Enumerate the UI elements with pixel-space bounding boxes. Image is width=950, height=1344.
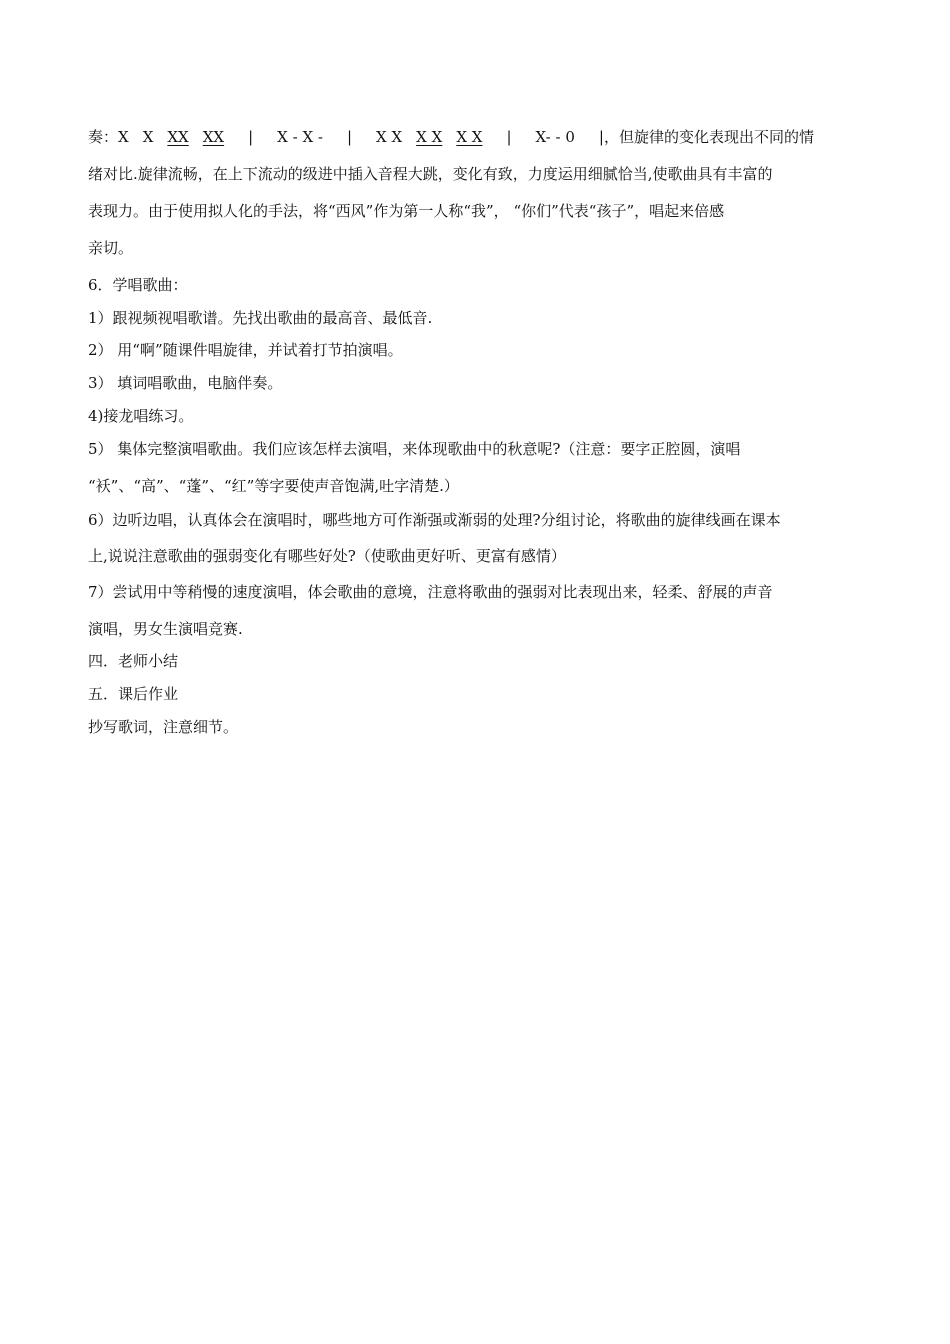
rhythm-note: X X [416,128,443,146]
rhythm-note: X [142,128,154,146]
rhythm-note: XX [167,128,189,146]
list-item: 3） 填词唱歌曲，电脑伴奏。 [88,374,283,392]
section-heading: 6．学唱歌曲： [88,276,188,294]
bar-line: | [248,128,254,146]
list-item-continuation: “袄”、“高”、“蓬”、“红”等字要使声音饱满,吐字清楚.） [88,477,459,495]
paragraph-line: 绪对比.旋律流畅，在上下流动的级进中插入音程大跳，变化有致，力度运用细腻恰当,使歌曲具有丰富的 [88,165,773,183]
rhythm-prefix: 奏：X [88,128,129,146]
list-item: 5） 集体完整演唱歌曲。我们应该怎样去演唱，来体现歌曲中的秋意呢?（注意：要字正腔圆，演唱 [88,440,741,458]
rhythm-note: X X [376,128,403,146]
bar-line: | [506,128,512,146]
list-item: 7）尝试用中等稍慢的速度演唱，体会歌曲的意境，注意将歌曲的强弱对比表现出来，轻柔、舒展的声音 [88,583,773,601]
list-item-continuation: 上,说说注意歌曲的强弱变化有哪些好处?（使歌曲更好听、更富有感情） [88,547,566,565]
list-item-continuation: 演唱，男女生演唱竞赛. [88,620,243,638]
bar-line: | [346,128,353,146]
list-item: 1）跟视频视唱歌谱。先找出歌曲的最高音、最低音. [88,309,433,327]
rhythm-suffix: ，但旋律的变化表现出不同的情 [603,128,814,146]
rhythm-note: XX [202,128,225,146]
list-item: 4)接龙唱练习。 [88,407,194,425]
section-heading: 四．老师小结 [88,652,179,670]
rhythm-line [88,127,868,147]
paragraph-line: 抄写歌词，注意细节。 [88,718,239,736]
rhythm-note: X X [456,128,483,146]
paragraph-line: 亲切。 [88,239,134,257]
rhythm-note: X - X - [277,128,323,146]
bar-line: | [598,128,604,146]
list-item: 6）边听边唱，认真体会在演唱时，哪些地方可作渐强或渐弱的处理?分组讨论，将歌曲的旋律线画在课本 [88,511,781,529]
rhythm-note: X- - 0 [535,128,575,146]
paragraph-line: 表现力。由于使用拟人化的手法，将“西风”作为第一人称“我”， “你们”代表“孩子”，唱起来倍感 [88,202,725,220]
list-item: 2） 用“啊”随课件唱旋律，并试着打节拍演唱。 [88,341,403,359]
section-heading: 五．课后作业 [88,685,179,703]
